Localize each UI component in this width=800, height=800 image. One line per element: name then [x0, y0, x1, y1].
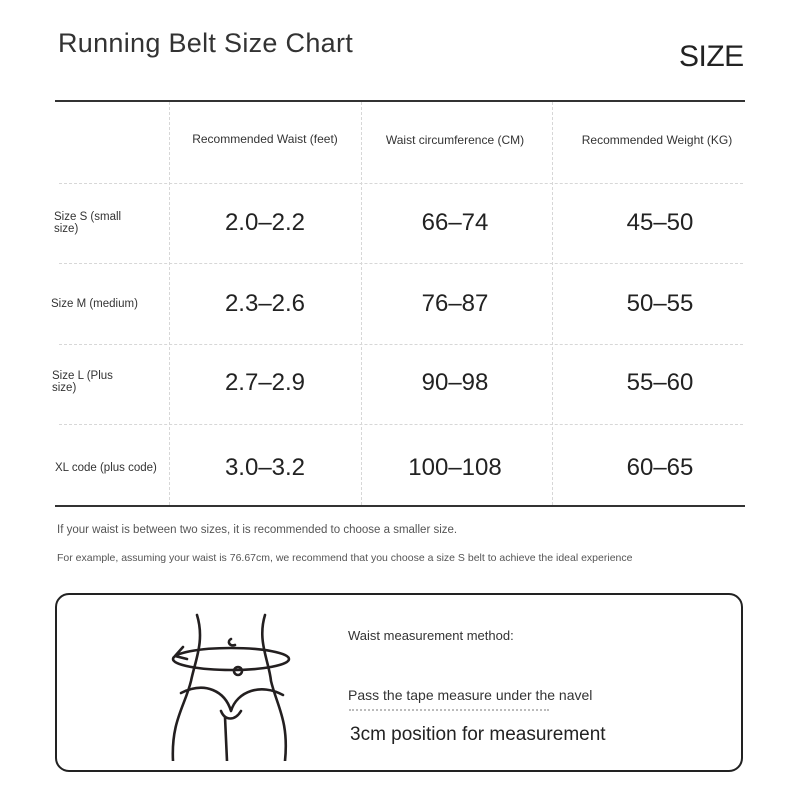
row-divider	[59, 344, 743, 345]
cell-waist-cm: 76–87	[421, 290, 489, 317]
waist-measure-illustration-icon	[165, 611, 305, 761]
row-divider	[59, 183, 743, 184]
note-between-sizes: If your waist is between two sizes, it is recommended to choose a smaller size.	[57, 524, 458, 536]
cell-waist-feet: 3.0–3.2	[224, 454, 306, 481]
row-label-size-m: Size M (medium)	[51, 298, 138, 310]
measurement-instruction-line2: 3cm position for measurement	[350, 724, 606, 745]
row-divider	[59, 263, 743, 264]
cell-waist-feet: 2.3–2.6	[224, 290, 306, 317]
cell-weight-kg: 60–65	[626, 454, 694, 481]
cell-waist-cm: 66–74	[421, 209, 489, 236]
cell-weight-kg: 50–55	[626, 290, 694, 317]
column-header-waist-feet: Recommended Waist (feet)	[192, 132, 338, 146]
row-label-size-l: Size L (Plus size)	[52, 370, 113, 394]
column-divider	[169, 102, 170, 505]
cell-waist-cm: 90–98	[421, 369, 489, 396]
page-title: Running Belt Size Chart	[58, 28, 354, 58]
table-bottom-rule	[55, 505, 745, 507]
measurement-panel	[55, 593, 743, 772]
cell-waist-feet: 2.7–2.9	[224, 369, 306, 396]
row-label-size-xl: XL code (plus code)	[55, 462, 157, 474]
table-top-rule	[55, 100, 745, 102]
faint-text-artifact	[349, 709, 549, 715]
note-example: For example, assuming your waist is 76.67cm, we recommend that you choose a size S belt to achieve the ideal experience	[57, 552, 633, 564]
size-chart-table	[51, 100, 745, 506]
cell-weight-kg: 45–50	[626, 209, 694, 236]
column-divider	[361, 102, 362, 505]
column-divider	[552, 102, 553, 505]
cell-waist-cm: 100–108	[408, 454, 502, 481]
column-header-waist-cm: Waist circumference (CM)	[385, 133, 525, 147]
size-heading: SIZE	[679, 40, 744, 73]
column-header-weight-kg: Recommended Weight (KG)	[581, 133, 733, 147]
cell-waist-feet: 2.0–2.2	[224, 209, 306, 236]
measurement-title: Waist measurement method:	[348, 628, 514, 643]
cell-weight-kg: 55–60	[626, 369, 694, 396]
row-divider	[59, 424, 743, 425]
measurement-instruction-line1: Pass the tape measure under the navel	[348, 687, 593, 703]
row-label-size-s: Size S (small size)	[54, 211, 122, 235]
